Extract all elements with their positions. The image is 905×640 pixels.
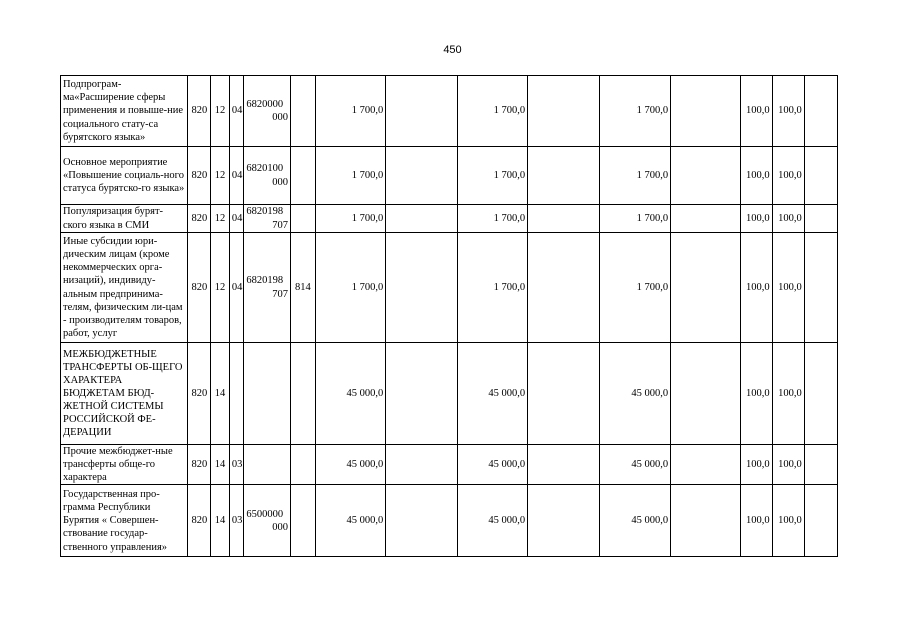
empty-cell <box>528 343 599 445</box>
row-name: Иные субсидии юри-дическим лицам (кроме некоммерческих орга-низаций), индивиду-альным предпринима-телям, физическим ли-цам - производителям товаров, работ, услуг <box>61 233 188 343</box>
section-code: 12 <box>211 233 230 343</box>
percent-execution: 100,0 <box>740 485 772 557</box>
target-article-code-top: 6820198 <box>246 206 284 218</box>
row-name: МЕЖБЮДЖЕТНЫЕ ТРАНСФЕРТЫ ОБ-ЩЕГО ХАРАКТЕРА БЮДЖЕТАМ БЮД-ЖЕТНОЙ СИСТЕМЫ РОССИЙСКОЙ ФЕ-ДЕРАЦИИ <box>61 343 188 445</box>
amount-refined: 45 000,0 <box>457 445 527 485</box>
percent-execution: 100,0 <box>740 76 772 147</box>
amount-refined: 1 700,0 <box>457 147 527 205</box>
target-article-code-top: 6820198 <box>246 275 284 287</box>
amount-refined: 45 000,0 <box>457 343 527 445</box>
expense-type-code <box>290 76 315 147</box>
subsection-code: 03 <box>229 485 244 557</box>
empty-cell <box>804 445 837 485</box>
empty-cell <box>386 205 457 233</box>
page-number: 450 <box>443 44 462 56</box>
percent-execution-2: 100,0 <box>772 233 804 343</box>
amount-plan: 45 000,0 <box>315 445 385 485</box>
amount-plan: 1 700,0 <box>315 147 385 205</box>
table-row <box>61 147 838 205</box>
table-row <box>61 76 838 147</box>
target-article-code-bottom: 707 <box>272 219 288 231</box>
row-name: Прочие межбюджет-ные трансферты обще-го характера <box>61 445 188 485</box>
table-row <box>61 445 838 485</box>
percent-execution-2: 100,0 <box>772 76 804 147</box>
subsection-code: 04 <box>229 233 244 343</box>
amount-plan: 45 000,0 <box>315 343 385 445</box>
subsection-code <box>229 343 244 445</box>
percent-execution-2: 100,0 <box>772 205 804 233</box>
empty-cell <box>386 147 457 205</box>
amount-plan: 1 700,0 <box>315 76 385 147</box>
amount-refined: 1 700,0 <box>457 76 527 147</box>
target-article-code-top: 6820000 <box>246 98 284 110</box>
expense-type-code <box>290 343 315 445</box>
empty-cell <box>528 445 599 485</box>
amount-executed: 1 700,0 <box>599 147 670 205</box>
percent-execution-2: 100,0 <box>772 343 804 445</box>
amount-refined: 45 000,0 <box>457 485 527 557</box>
amount-executed: 1 700,0 <box>599 76 670 147</box>
expense-type-code <box>290 445 315 485</box>
section-code: 12 <box>211 147 230 205</box>
empty-cell <box>671 76 740 147</box>
target-article-code-top: 6820100 <box>246 163 284 175</box>
empty-cell <box>671 445 740 485</box>
empty-cell <box>671 233 740 343</box>
empty-cell <box>386 485 457 557</box>
percent-execution-2: 100,0 <box>772 147 804 205</box>
amount-plan: 1 700,0 <box>315 233 385 343</box>
amount-executed: 45 000,0 <box>599 343 670 445</box>
empty-cell <box>671 343 740 445</box>
expense-type-code <box>290 205 315 233</box>
target-article-code <box>244 343 291 445</box>
subsection-code: 04 <box>229 147 244 205</box>
ministry-code: 820 <box>188 205 211 233</box>
section-code: 14 <box>211 343 230 445</box>
amount-executed: 45 000,0 <box>599 485 670 557</box>
expense-type-code <box>290 147 315 205</box>
ministry-code: 820 <box>188 147 211 205</box>
empty-cell <box>804 147 837 205</box>
empty-cell <box>804 485 837 557</box>
empty-cell <box>386 76 457 147</box>
amount-executed: 1 700,0 <box>599 205 670 233</box>
percent-execution: 100,0 <box>740 445 772 485</box>
ministry-code: 820 <box>188 343 211 445</box>
empty-cell <box>386 233 457 343</box>
empty-cell <box>671 205 740 233</box>
row-name: Основное мероприятие «Повышение социаль-ного статуса бурятско-го языка» <box>61 147 188 205</box>
target-article-code <box>244 76 291 147</box>
budget-table <box>60 75 838 557</box>
empty-cell <box>671 147 740 205</box>
row-name: Популяризация бурят-ского языка в СМИ <box>61 205 188 233</box>
section-code: 14 <box>211 445 230 485</box>
empty-cell <box>804 233 837 343</box>
subsection-code: 03 <box>229 445 244 485</box>
empty-cell <box>804 76 837 147</box>
target-article-code <box>244 233 291 343</box>
target-article-code-bottom: 000 <box>272 112 288 123</box>
amount-plan: 1 700,0 <box>315 205 385 233</box>
amount-executed: 45 000,0 <box>599 445 670 485</box>
amount-refined: 1 700,0 <box>457 205 527 233</box>
ministry-code: 820 <box>188 445 211 485</box>
target-article-code <box>244 205 291 233</box>
target-article-code-top: 6500000 <box>246 508 284 520</box>
expense-type-code: 814 <box>290 233 315 343</box>
empty-cell <box>528 147 599 205</box>
section-code: 14 <box>211 485 230 557</box>
table-row <box>61 343 838 445</box>
empty-cell <box>804 343 837 445</box>
ministry-code: 820 <box>188 233 211 343</box>
empty-cell <box>386 343 457 445</box>
row-name: Подпрограм-ма«Расширение сферы применения и повыше-ние социального стату-са бурятского языка» <box>61 76 188 147</box>
empty-cell <box>528 485 599 557</box>
subsection-code: 04 <box>229 205 244 233</box>
row-name: Государственная про-грамма Республики Бурятия « Совершен-ствование государ-ственного управления» <box>61 485 188 557</box>
empty-cell <box>386 445 457 485</box>
expense-type-code <box>290 485 315 557</box>
target-article-code <box>244 485 291 557</box>
target-article-code <box>244 445 291 485</box>
target-article-code-bottom: 707 <box>272 288 288 300</box>
empty-cell <box>528 233 599 343</box>
empty-cell <box>804 205 837 233</box>
table-row <box>61 233 838 343</box>
table-row <box>61 485 838 557</box>
amount-refined: 1 700,0 <box>457 233 527 343</box>
table-row <box>61 205 838 233</box>
target-article-code <box>244 147 291 205</box>
percent-execution: 100,0 <box>740 343 772 445</box>
empty-cell <box>671 485 740 557</box>
subsection-code: 04 <box>229 76 244 147</box>
percent-execution-2: 100,0 <box>772 445 804 485</box>
target-article-code-bottom: 000 <box>272 176 288 188</box>
percent-execution: 100,0 <box>740 233 772 343</box>
ministry-code: 820 <box>188 485 211 557</box>
empty-cell <box>528 76 599 147</box>
percent-execution: 100,0 <box>740 147 772 205</box>
section-code: 12 <box>211 76 230 147</box>
ministry-code: 820 <box>188 76 211 147</box>
section-code: 12 <box>211 205 230 233</box>
percent-execution: 100,0 <box>740 205 772 233</box>
target-article-code-bottom: 000 <box>272 521 288 533</box>
amount-plan: 45 000,0 <box>315 485 385 557</box>
percent-execution-2: 100,0 <box>772 485 804 557</box>
amount-executed: 1 700,0 <box>599 233 670 343</box>
empty-cell <box>528 205 599 233</box>
